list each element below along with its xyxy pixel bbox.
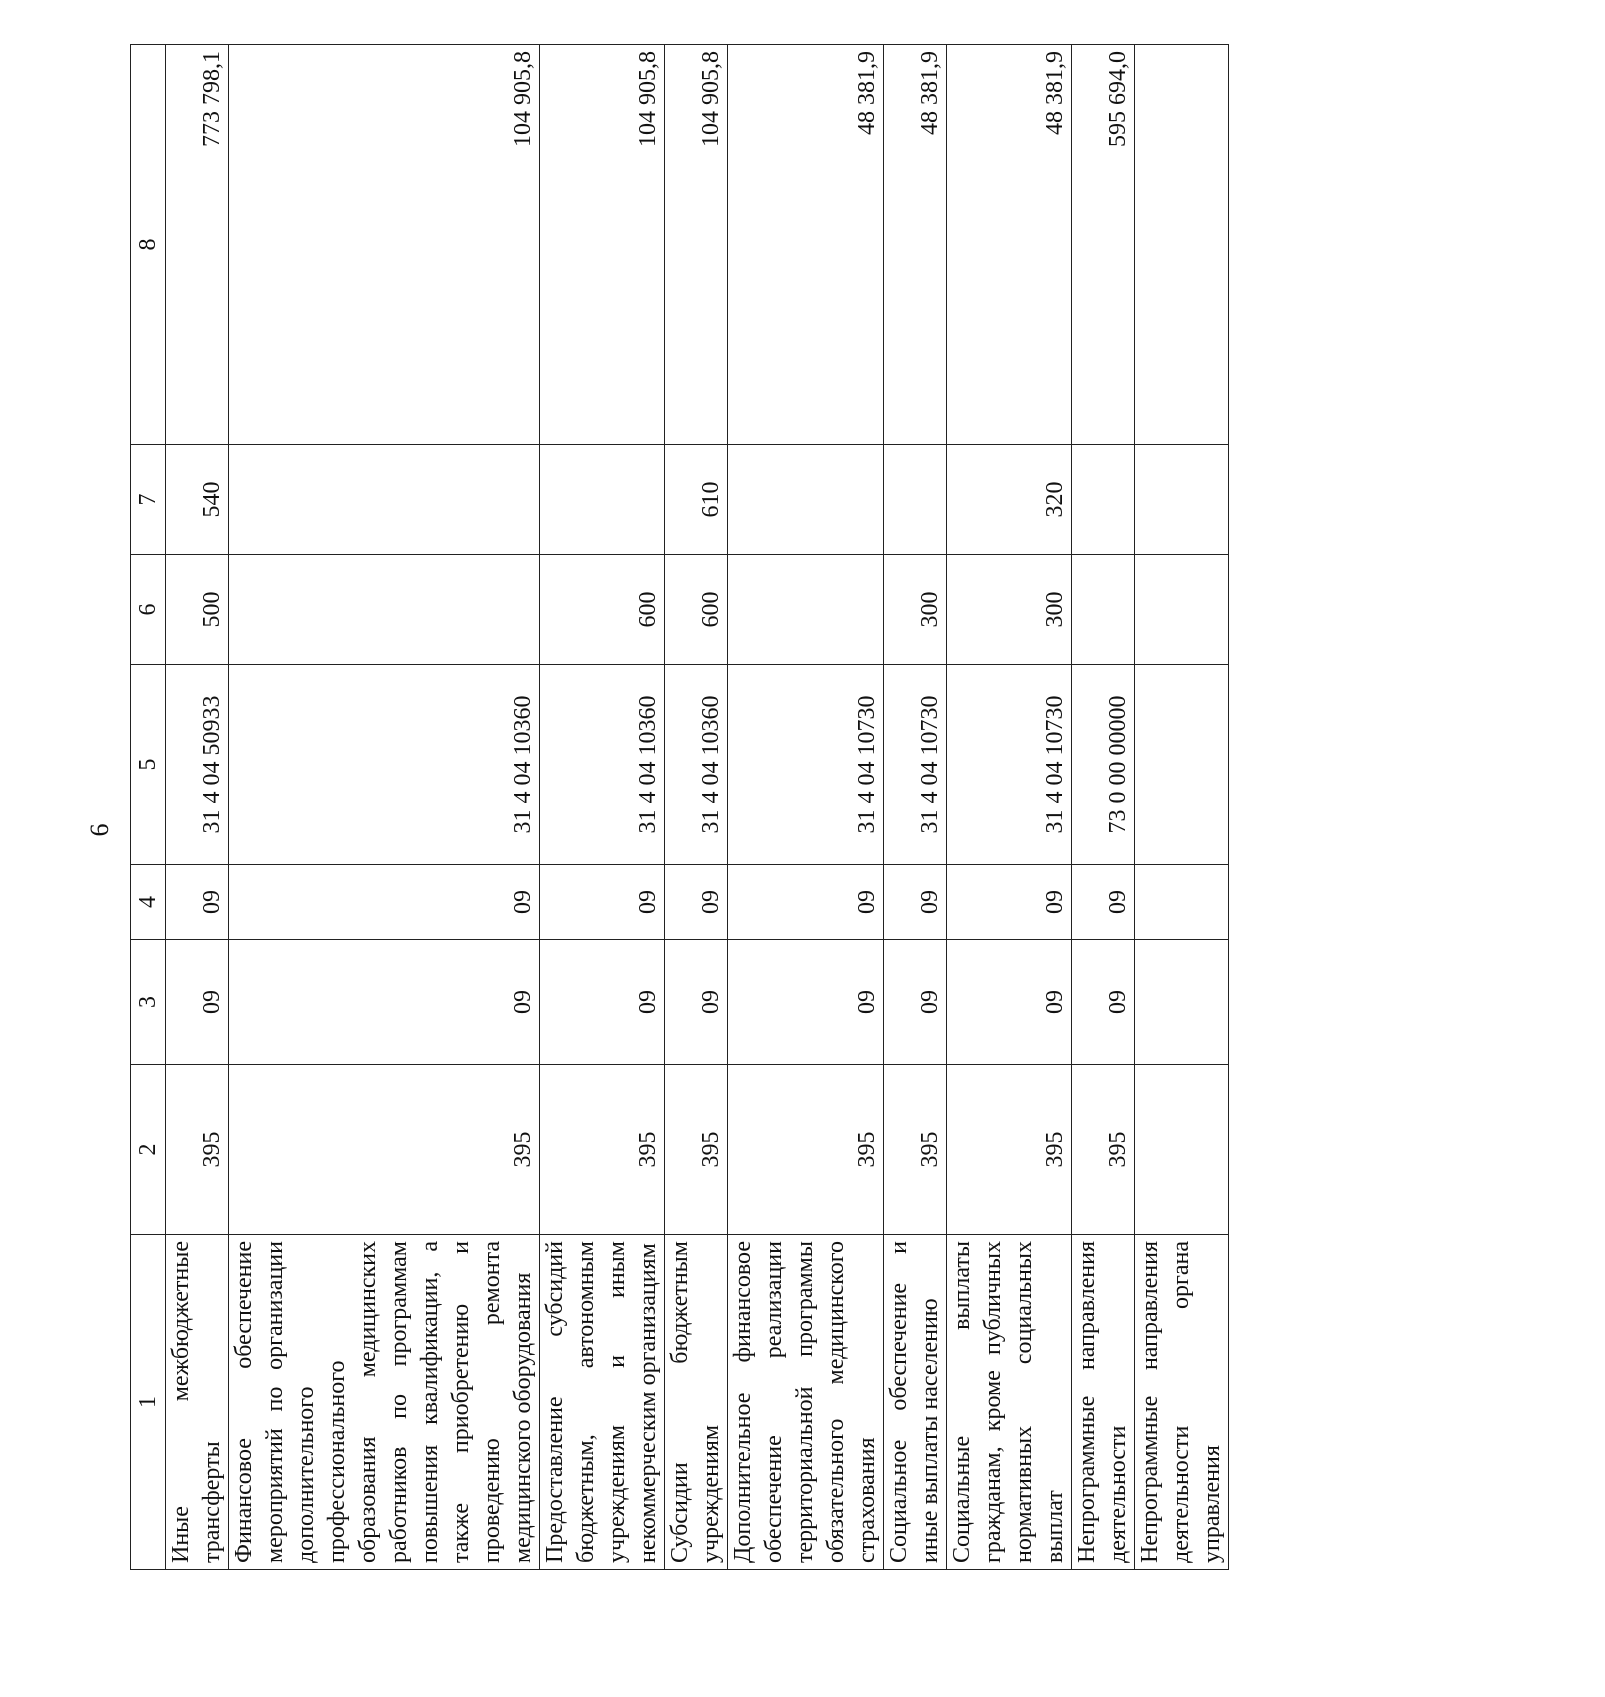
cell-target-article: 31 4 04 50933 bbox=[166, 665, 229, 865]
cell-expense-type bbox=[728, 445, 884, 555]
row-name: Субсидии бюджетным учреждениям bbox=[665, 1235, 728, 1570]
cell-admin-code: 395 bbox=[540, 1065, 665, 1235]
column-header: 6 bbox=[131, 555, 166, 665]
cell-target-article: 31 4 04 10730 bbox=[947, 665, 1072, 865]
cell-section bbox=[1135, 940, 1229, 1065]
cell-amount: 48 381,9 bbox=[884, 45, 947, 445]
cell-subsection: 09 bbox=[728, 865, 884, 940]
cell-expense-type: 320 bbox=[947, 445, 1072, 555]
cell-expense-group: 600 bbox=[665, 555, 728, 665]
cell-amount: 104 905,8 bbox=[665, 45, 728, 445]
column-header: 4 bbox=[131, 865, 166, 940]
cell-admin-code: 395 bbox=[665, 1065, 728, 1235]
cell-subsection: 09 bbox=[947, 865, 1072, 940]
row-name: Финансовое обеспечение мероприятий по организации дополнительного профессионального образования медицинских работников по программам повышения квалификации, а также приобретению и проведению ремонта медицинского оборудования bbox=[229, 1235, 540, 1570]
cell-target-article bbox=[1135, 665, 1229, 865]
cell-section: 09 bbox=[947, 940, 1072, 1065]
cell-admin-code: 395 bbox=[947, 1065, 1072, 1235]
cell-amount: 48 381,9 bbox=[728, 45, 884, 445]
cell-amount: 595 694,0 bbox=[1072, 45, 1135, 445]
cell-section: 09 bbox=[665, 940, 728, 1065]
row-name: Иные межбюджетные трансферты bbox=[166, 1235, 229, 1570]
cell-expense-group: 300 bbox=[884, 555, 947, 665]
table-header-row bbox=[131, 45, 166, 1570]
cell-section: 09 bbox=[1072, 940, 1135, 1065]
cell-section: 09 bbox=[166, 940, 229, 1065]
cell-admin-code: 395 bbox=[166, 1065, 229, 1235]
budget-table-rotated bbox=[130, 51, 1225, 1570]
cell-expense-group: 500 bbox=[166, 555, 229, 665]
cell-subsection: 09 bbox=[166, 865, 229, 940]
cell-subsection: 09 bbox=[1072, 865, 1135, 940]
cell-expense-type bbox=[1135, 445, 1229, 555]
cell-target-article: 31 4 04 10360 bbox=[229, 665, 540, 865]
cell-target-article: 31 4 04 10730 bbox=[884, 665, 947, 865]
cell-target-article: 31 4 04 10730 bbox=[728, 665, 884, 865]
row-name: Социальное обеспечение и иные выплаты населению bbox=[884, 1235, 947, 1570]
budget-table-frame bbox=[130, 51, 1605, 1563]
row-name: Социальные выплаты гражданам, кроме публичных нормативных социальных выплат bbox=[947, 1235, 1072, 1570]
table-row bbox=[665, 45, 728, 1570]
cell-subsection: 09 bbox=[665, 865, 728, 940]
cell-amount: 773 798,1 bbox=[166, 45, 229, 445]
table-row bbox=[166, 45, 229, 1570]
table-row bbox=[884, 45, 947, 1570]
row-name: Дополнительное финансовое обеспечение реализации территориальной программы обязательного медицинского страхования bbox=[728, 1235, 884, 1570]
cell-expense-group bbox=[728, 555, 884, 665]
cell-expense-group: 300 bbox=[947, 555, 1072, 665]
cell-target-article: 73 0 00 00000 bbox=[1072, 665, 1135, 865]
cell-subsection: 09 bbox=[540, 865, 665, 940]
cell-section: 09 bbox=[540, 940, 665, 1065]
table-row bbox=[947, 45, 1072, 1570]
table-row bbox=[728, 45, 884, 1570]
table-row bbox=[1072, 45, 1135, 1570]
cell-expense-type bbox=[884, 445, 947, 555]
cell-section: 09 bbox=[229, 940, 540, 1065]
cell-subsection: 09 bbox=[229, 865, 540, 940]
cell-amount: 104 905,8 bbox=[540, 45, 665, 445]
column-header: 8 bbox=[131, 45, 166, 445]
column-header: 2 bbox=[131, 1065, 166, 1235]
cell-expense-type: 610 bbox=[665, 445, 728, 555]
cell-expense-type bbox=[229, 445, 540, 555]
column-header: 5 bbox=[131, 665, 166, 865]
cell-admin-code: 395 bbox=[884, 1065, 947, 1235]
column-header: 3 bbox=[131, 940, 166, 1065]
cell-target-article: 31 4 04 10360 bbox=[540, 665, 665, 865]
cell-admin-code: 395 bbox=[229, 1065, 540, 1235]
cell-expense-group bbox=[1135, 555, 1229, 665]
column-header: 7 bbox=[131, 445, 166, 555]
budget-table bbox=[130, 44, 1229, 1570]
cell-expense-type bbox=[540, 445, 665, 555]
table-row bbox=[540, 45, 665, 1570]
cell-expense-type bbox=[1072, 445, 1135, 555]
cell-admin-code: 395 bbox=[728, 1065, 884, 1235]
cell-target-article: 31 4 04 10360 bbox=[665, 665, 728, 865]
cell-admin-code: 395 bbox=[1072, 1065, 1135, 1235]
cell-amount bbox=[1135, 45, 1229, 445]
row-name: Непрограммные направления деятельности bbox=[1072, 1235, 1135, 1570]
row-name: Непрограммные направления деятельности органа управления bbox=[1135, 1235, 1229, 1570]
cell-expense-group bbox=[229, 555, 540, 665]
row-name: Предоставление субсидий бюджетным, автономным учреждениям и иным некоммерческим организациям bbox=[540, 1235, 665, 1570]
cell-section: 09 bbox=[884, 940, 947, 1065]
table-row bbox=[229, 45, 540, 1570]
cell-section: 09 bbox=[728, 940, 884, 1065]
cell-amount: 48 381,9 bbox=[947, 45, 1072, 445]
cell-amount: 104 905,8 bbox=[229, 45, 540, 445]
page-number: 6 bbox=[85, 823, 114, 837]
cell-subsection bbox=[1135, 865, 1229, 940]
column-header: 1 bbox=[131, 1235, 166, 1570]
cell-expense-group: 600 bbox=[540, 555, 665, 665]
cell-expense-type: 540 bbox=[166, 445, 229, 555]
cell-admin-code bbox=[1135, 1065, 1229, 1235]
cell-subsection: 09 bbox=[884, 865, 947, 940]
cell-expense-group bbox=[1072, 555, 1135, 665]
table-row bbox=[1135, 45, 1229, 1570]
